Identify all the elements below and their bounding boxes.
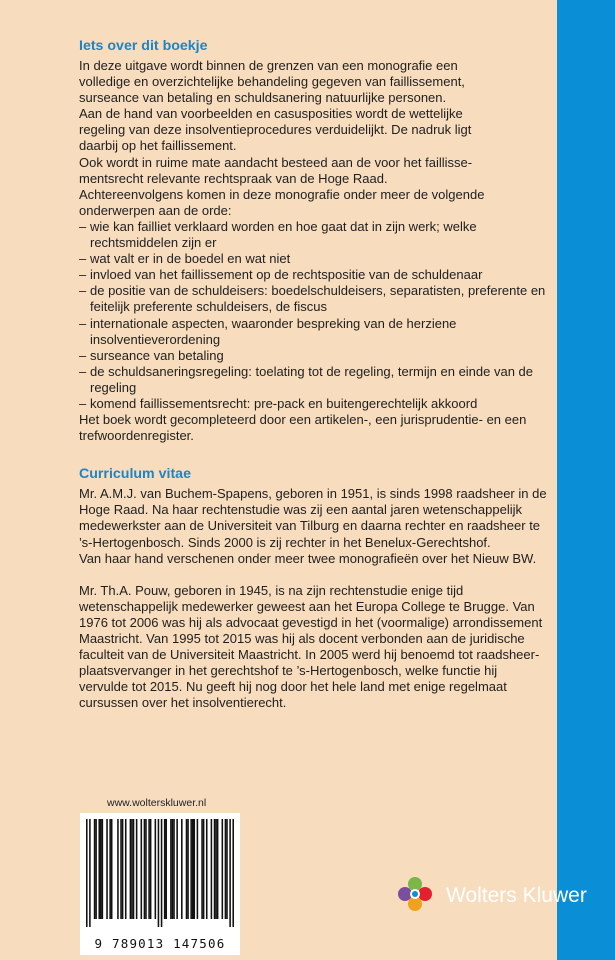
about-line: onderwerpen aan de orde: — [79, 202, 232, 218]
barcode-bar — [106, 819, 108, 919]
wolters-kluwer-flower-icon — [396, 875, 434, 913]
barcode-bar — [155, 819, 157, 919]
barcode-bar — [98, 819, 100, 919]
about-line: Aan de hand van voorbeelden en casusposities wordt de wettelijke — [79, 106, 463, 122]
topic-item: – de schuldsaneringsregeling: toelating tot de regeling, termijn en einde van de regeling — [79, 364, 549, 396]
barcode-bar — [150, 819, 152, 919]
barcode-bar — [86, 819, 88, 927]
barcode-bar — [172, 819, 174, 919]
about-line: daarbij op het faillissement. — [79, 138, 237, 154]
barcode-bar — [197, 819, 199, 919]
barcode-bar — [211, 819, 213, 919]
about-line: surseance van betaling en schuldsanering natuurlijke personen. — [79, 90, 447, 106]
barcode-bar — [133, 819, 135, 919]
barcode-bar — [187, 819, 189, 919]
barcode-bars — [86, 819, 234, 927]
barcode-bar — [173, 819, 175, 919]
section-heading-cv: Curriculum vitae — [79, 466, 191, 483]
about-line: In deze uitgave wordt binnen de grenzen van een monografie een — [79, 58, 458, 73]
wolters-kluwer-wordmark: Wolters Kluwer — [446, 884, 587, 907]
topic-item: – komend faillissementsrecht: pre-pack en buitengerechtelijk akkoord — [79, 396, 549, 412]
isbn-number: 9 789013 147506 — [94, 936, 226, 951]
about-line: Achtereenvolgens komen in deze monografie onder meer de volgende — [79, 186, 485, 202]
barcode-bar — [89, 819, 91, 927]
publisher-url[interactable]: www.wolterskluwer.nl — [107, 797, 207, 809]
barcode-bar — [136, 819, 138, 919]
topic-item: – wat valt er in de boedel en wat niet — [79, 251, 549, 267]
topic-item: – invloed van het faillissement op de rechtspositie van de schuldenaar — [79, 267, 549, 283]
barcode-bar — [232, 819, 234, 927]
barcode-bar — [186, 819, 188, 919]
barcode-bar — [148, 819, 150, 919]
barcode-bar — [203, 819, 205, 919]
cv-section — [79, 466, 549, 711]
barcode-bar — [176, 819, 178, 919]
about-line: volledige en overzichtelijke behandeling gegeven van faillissement, — [79, 74, 465, 90]
about-intro — [79, 58, 549, 219]
barcode-bar — [100, 819, 102, 919]
section-heading-about: Iets over dit boekje — [79, 38, 208, 54]
barcode-bar — [122, 819, 124, 919]
about-line: mentsrecht relevante rechtspraak van de Hoge Raad. — [79, 170, 388, 186]
barcode-bar — [117, 819, 119, 919]
topic-item: – internationale aspecten, waaronder bespreking van de herziene insolventieverordening — [79, 316, 549, 348]
blue-side-band — [557, 0, 615, 960]
barcode-bar — [109, 819, 111, 919]
topic-item: – de positie van de schuldeisers: boedelschuldeisers, separatisten, preferente en feitelijk preferente schuldeisers, de fiscus — [79, 283, 549, 315]
back-cover-text — [79, 38, 549, 711]
barcode-bar — [95, 819, 97, 919]
barcode-bar — [217, 819, 219, 919]
about-line: regeling van deze insolventieprocedures verduidelijkt. De nadruk ligt — [79, 122, 472, 138]
barcode-bar — [120, 819, 122, 919]
cv-author-1-publications: Van haar hand verschenen onder meer twee monografieën over het Nieuw BW. — [79, 550, 537, 566]
barcode-bar — [144, 819, 146, 919]
barcode-bar — [206, 819, 208, 919]
topics-list — [79, 219, 549, 412]
barcode-bar — [229, 819, 231, 927]
barcode-bar — [201, 819, 203, 919]
barcode-bar — [190, 819, 192, 919]
barcode-bar — [161, 819, 163, 927]
cv-author-1: Mr. A.M.J. van Buchem-Spapens, geboren in 1951, is sinds 1998 raadsheer in de Hoge Raad. Na haar rechtenstudie was zij een aantal jaren wetenschappelijk medewerkster aan de Universiteit van Tilburg en daarna rechter en raadsheer te ’s-Hertogenbosch. Sinds 2000 is zij rechter in het Benelux-Gerechtshof. — [79, 486, 547, 550]
barcode-bar — [94, 819, 96, 919]
barcode-bar — [125, 819, 127, 919]
barcode-bar — [214, 819, 216, 919]
barcode-bar — [111, 819, 113, 919]
barcode-bar — [130, 819, 132, 919]
barcode-bar — [225, 819, 227, 919]
barcode-bar — [141, 819, 143, 919]
topic-item: – surseance van betaling — [79, 348, 549, 364]
barcode-bar — [145, 819, 147, 919]
topic-item: – wie kan failliet verklaard worden en hoe gaat dat in zijn werk; welke rechtsmiddelen zijn er — [79, 219, 549, 251]
barcode-bar — [170, 819, 172, 919]
barcode-bar — [102, 819, 104, 919]
barcode-bar — [226, 819, 228, 919]
barcode-bar — [193, 819, 195, 919]
about-closing: Het boek wordt gecompleteerd door een artikelen-, een jurisprudentie- en een trefwoordenregister. — [79, 412, 527, 444]
barcode-bar — [215, 819, 217, 919]
barcode-bar — [131, 819, 133, 919]
barcode-bar — [165, 819, 167, 919]
barcode-bar — [222, 819, 224, 919]
barcode-bar — [158, 819, 160, 927]
about-line: Ook wordt in ruime mate aandacht besteed aan de voor het faillisse- — [79, 154, 473, 170]
barcode-bar — [181, 819, 183, 919]
cv-author-2: Mr. Th.A. Pouw, geboren in 1945, is na zijn rechtenstudie enige tijd wetenschappelijk medewerker geweest aan het Europa College te Brugge. Van 1976 tot 2006 was hij als advocaat gevestigd in het (voormalige) arrondissement Maastricht. Van 1995 tot 2015 was hij als docent verbonden aan de juridische faculteit van de Universiteit Maastricht. In 2005 werd hij benoemd tot raadsheer-plaatsvervanger in het gerechtshof te ’s-Hertogenbosch, welke functie hij vervulde tot 2015. Nu geeft hij nog door het hele land met enige regelmaat cursussen over het insolventierecht. — [79, 582, 543, 711]
isbn-barcode — [80, 813, 240, 955]
barcode-bar — [192, 819, 194, 919]
barcode-bar — [164, 819, 166, 919]
